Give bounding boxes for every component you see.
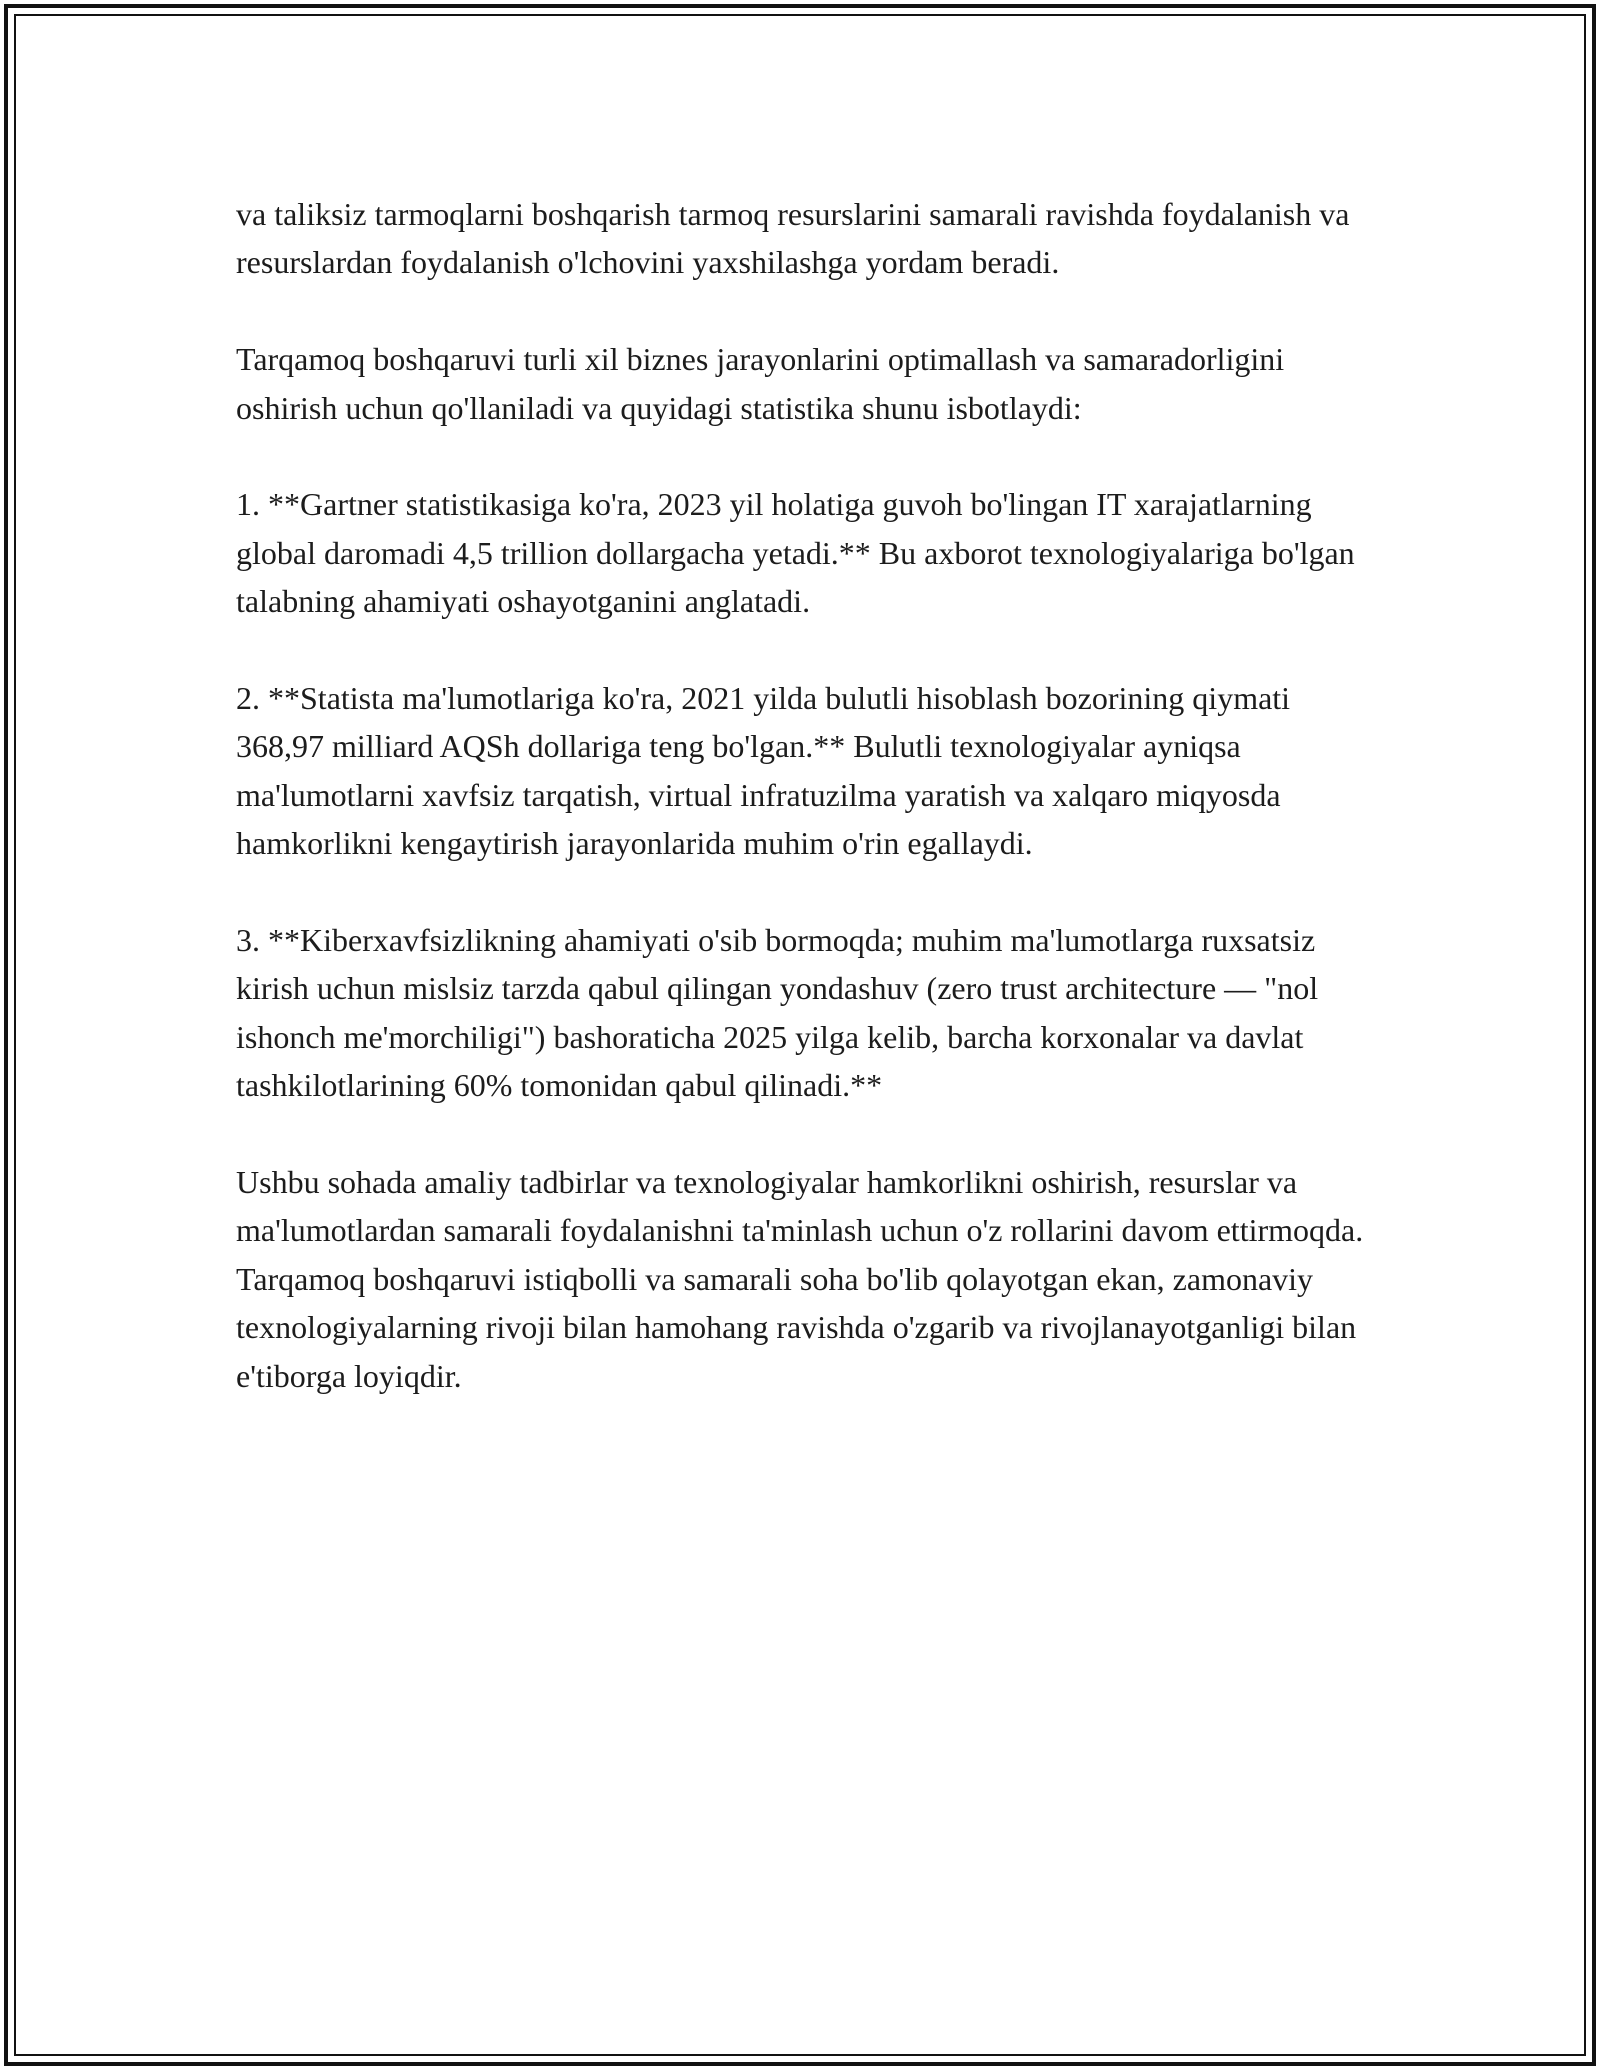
paragraph-statistics-lead: Tarqamoq boshqaruvi turli xil biznes jarayonlarini optimallash va samaradorligini oshirish uchun qo'llaniladi va quyidagi statistika shunu isbotlaydi: — [236, 341, 1285, 426]
document-body — [236, 190, 1386, 1448]
list-item-gartner: 1. **Gartner statistikasiga ko'ra, 2023 yil holatiga guvoh bo'lingan IT xarajatlarning global daromadi 4,5 trillion dollargacha yetadi.** Bu axborot texnologiyalariga bo'lgan talabning ahamiyati oshayotganini anglatadi. — [236, 486, 1355, 620]
list-item-cybersecurity: 3. **Kiberxavfsizlikning ahamiyati o'sib bormoqda; muhim ma'lumotlarga ruxsatsiz kirish uchun mislsiz tarzda qabul qilingan yondashuv (zero trust architecture — "nol ishonch me'morchiligi") bashoraticha 2025 yilga kelib, barcha korxonalar va davlat tashkilotlarining 60% tomonidan qabul qilinadi.** — [236, 922, 1319, 1104]
paragraph-intro: va taliksiz tarmoqlarni boshqarish tarmoq resurslarini samarali ravishda foydalanish va resurslardan foydalanish o'lchovini yaxshilashga yordam beradi. — [236, 196, 1350, 281]
paragraph-conclusion: Ushbu sohada amaliy tadbirlar va texnologiyalar hamkorlikni oshirish, resurslar va ma'lumotlardan samarali foydalanishni ta'minlash uchun o'z rollarini davom ettirmoqda. Tarqamoq boshqaruvi istiqbolli va samarali soha bo'lib qolayotgan ekan, zamonaviy texnologiyalarning rivoji bilan hamohang ravishda o'zgarib va rivojlanayotganligi bilan e'tiborga loyiqdir. — [236, 1164, 1364, 1394]
list-item-statista: 2. **Statista ma'lumotlariga ko'ra, 2021 yilda bulutli hisoblash bozorining qiymati 368,97 milliard AQSh dollariga teng bo'lgan.** Bulutli texnologiyalar ayniqsa ma'lumotlarni xavfsiz tarqatish, virtual infratuzilma yaratish va xalqaro miqyosda hamkorlikni kengaytirish jarayonlarida muhim o'rin egallaydi. — [236, 680, 1291, 862]
